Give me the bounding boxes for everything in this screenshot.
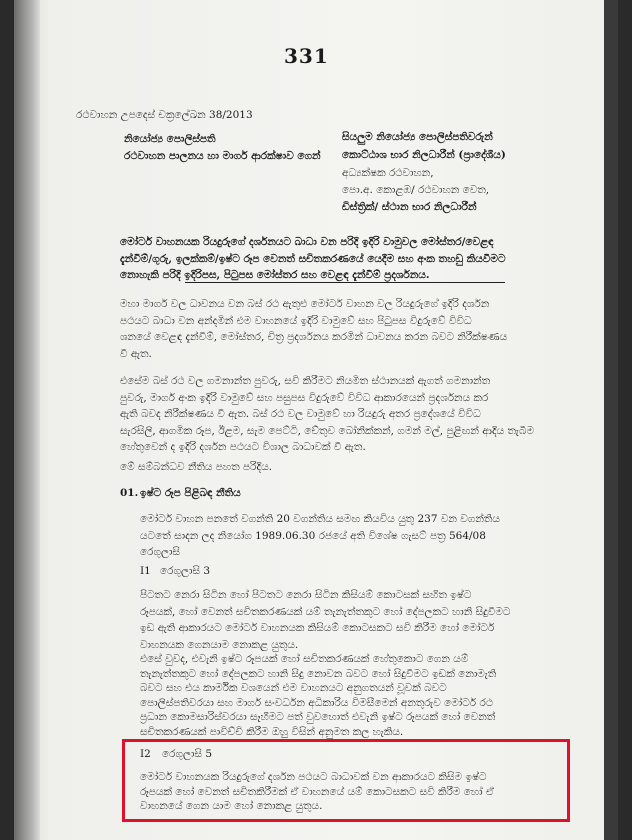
paragraph-line: ශනයේ වෙළඳ දැන්වීම්, මෝස්තර, චිත්‍ර ප්‍රදර්ශනය කරමින් ධාවනය කරන බවට නිරීක්ෂණය bbox=[120, 331, 508, 343]
paragraph-line: යටතේ සාදන ලද නියෝග 1989.06.30 රජයේ අති විශේෂ ගැසට් පත්‍ර 564/08 bbox=[140, 529, 486, 542]
paragraph-line: වී ඇත. bbox=[120, 347, 152, 360]
subject-line: මෝටර් වාහනයක රියදුරුගේ දර්ශනයට බාධා වන පරිදි ඉදිරි වාමුවල මෝස්තර/වෙළඳ bbox=[120, 236, 494, 248]
reg5-paragraph bbox=[140, 770, 560, 814]
subject-underline bbox=[185, 282, 505, 283]
paragraph-line: මහා මාර්ග වල ධාවනය වන බස් රථ ඇතුළු මෝටර් වාහන වල රියදුරුගේ ඉදිරි දර්ශන bbox=[120, 298, 490, 310]
paragraph-line: රෙගුලාසි bbox=[140, 546, 181, 558]
paragraph-line: තැනැත්තකුට හෝ දේපලකට හානි සිදු නොවන බවට හෝ සිදුවීමට ඉඩක් නොමැති bbox=[140, 667, 497, 680]
reg3-number: I1 bbox=[140, 565, 151, 577]
reg3-paragraph-1 bbox=[140, 587, 572, 653]
reg3-title: රෙගුලාසි 3 bbox=[160, 565, 211, 577]
law-paragraph bbox=[140, 511, 572, 561]
to-line: සියලුම නියෝජ්‍ය පොලිස්පතිවරුන් bbox=[342, 131, 493, 143]
circular-reference: රථවාහන උපදෙස් චක්‍රලේඛන 38/2013 bbox=[76, 109, 253, 121]
reg3-paragraph-2 bbox=[140, 652, 572, 739]
paragraph-line: එසේ වුවද, එවැනි ඉෂ්ට රූපයක් හෝ සචිතකරණයක් හේතුකොට ගෙන යම් bbox=[140, 653, 469, 665]
paragraph-line: එසේම බස් රථ වල ගමනාන්ත පුවරු, සවි කිරීමට නියමිත ස්ථානයක් ඇගත් ගමනාන්ත bbox=[120, 375, 491, 387]
paragraph-line: ඉඩ ඇති ආකාරයට මෝටර් වාහනයක කිසියම් කොටසකට සවි කිරීම හෝ මෝටර් bbox=[140, 622, 495, 634]
paragraph-line: රූපයක් හෝ වෙනත් සචිතකිරීමක් ඒ වාහනයේ යම් කොටසකට සවි කිරීම හෝ ඒ bbox=[140, 785, 494, 798]
section-title: ඉෂ්ට රූප පිළිබඳ නීතිය bbox=[140, 487, 241, 499]
paragraph-1 bbox=[120, 296, 575, 362]
paragraph-line: හේතුවෙන් ද ඉදිරි දර්ශන පථයට විශාල බාධාවක් වී ඇත. bbox=[120, 441, 366, 453]
paragraph-line: මෝටර් වාහන පනතේ වගන්ති 20 වගන්තිය සමඟ කියවිය යුතු 237 වන වගන්තිය bbox=[140, 513, 500, 525]
paragraph-2 bbox=[120, 373, 575, 456]
paragraph-line: රූපයක්, හෝ වෙනත් සචිතකරණයක් යම් තැනැත්තකුට හෝ දේපලකට හානි සිදුවීමට bbox=[140, 605, 511, 618]
to-line: අධ්‍යක්ෂක රථවාහන, bbox=[342, 167, 434, 179]
paragraph-line: මෝටර් වාහනයක රියදුරුගේ දර්ශන පථයට බාධාවක් වන ආකාරයට කිසිම ඉෂ්ට bbox=[140, 771, 487, 783]
page-number: 331 bbox=[284, 44, 329, 68]
reg5-number: I2 bbox=[140, 748, 151, 760]
paragraph-line: සචිතකරණයක් පාවිච්චි කිරීම ඔහු විසින් අනුමත කල හැකිය. bbox=[140, 725, 404, 738]
subject-line: නොහැකි පරිදි ඉදිරිපස, පිටුපස මෝස්තර සහ වෙළඳ දැන්වීම් ප්‍රදර්ශනය. bbox=[120, 269, 430, 281]
to-line: පො.අ. කොළඹ/ රථවාහන වෙත, bbox=[342, 184, 490, 196]
paragraph-line: පුවරු, මාර්ග අංක ඉදිරි වාමුවේ සහ පසුපස විදුරුවේ විවිධ ආකාරයෙන් ප්‍රදර්ශනය කර bbox=[120, 391, 489, 404]
paragraph-line: ප්‍රධාන කොමසාරිස්වරයා සෑහීමට පත් වුවහොත් එවැනි ඉෂ්ට රූපයක් හෝ වෙනත් bbox=[140, 711, 496, 723]
paragraph-line: පොලිස්පතිවරයා සහ මාර්ග සංවර්ධන අධිකාරිය විමසීමෙන් අනතුරුව මෝටර් රථ bbox=[140, 696, 493, 709]
paragraph-line: බවට සහ එය කාර්මික වශයෙන් එම වාහනයට අනුගතයන් වූවක් බවට bbox=[140, 682, 447, 694]
page-right-edge bbox=[604, 0, 618, 840]
paragraph-line: වාහනයේ ගෙන යාම හෝ නොකළ යුතුය. bbox=[140, 800, 323, 812]
paragraph-line: පිටතට නෙරා සිටින හෝ පිටතට නෙරා සිටින කිසියම් කොටසක් සහිත ඉෂ්ට bbox=[140, 589, 472, 601]
from-line: නියෝජ්‍ය පොලිස්පති bbox=[124, 133, 216, 145]
book-spine-shadow bbox=[14, 0, 40, 840]
paragraph-line: සැරසිලි, ආගමික රූප, ඊළම, සැම පෙට්ටි, චේතුව බෝනික්කන්, ගමන් මල්, පුළිඟන් ආදිය තැබීම bbox=[120, 424, 535, 437]
from-line: රථවාහන පාලනය හා මාර්ග ආරක්ෂාව ගෙන් bbox=[124, 150, 321, 162]
paragraph-3: මේ සම්බන්ධව නීතිය පහත පරිදිය. bbox=[120, 461, 273, 473]
to-line: කොට්ඨාශ භාර නිලධාරීන් (ප්‍රාදේශීය) bbox=[342, 149, 506, 161]
paragraph-line: ඇති බවද නිරීක්ෂණය වී ඇත. බස් රථ වල වාමුවේ හා රියදුරු අතර ප්‍රදේශයේ විවිධ bbox=[120, 408, 481, 420]
reg5-title: රෙගුලාසි 5 bbox=[162, 748, 213, 760]
paragraph-line: වාහනයක ගෙනයාම නොකළ යුතුය. bbox=[140, 638, 299, 651]
section-number: 01. bbox=[120, 487, 139, 499]
to-line: ඩිස්ත්‍රික්/ ස්ථාන භාර නිලධාරීන් bbox=[342, 201, 477, 213]
subject-heading bbox=[120, 234, 575, 284]
subject-line: දැන්වීම්/ගුරු, ඉලක්කම්/ඉෂ්ට රූප වෙනත් සචිතකරණයේ යෙදීම සහ අංක තහඩු කියවීමට bbox=[120, 252, 506, 265]
paragraph-line: පථයට බාධා වන අන්දමින් එම වාහනයේ ඉදිරි වාමුවේ සහ පිටුපස විදුරුවේ විවිධ bbox=[120, 314, 472, 327]
